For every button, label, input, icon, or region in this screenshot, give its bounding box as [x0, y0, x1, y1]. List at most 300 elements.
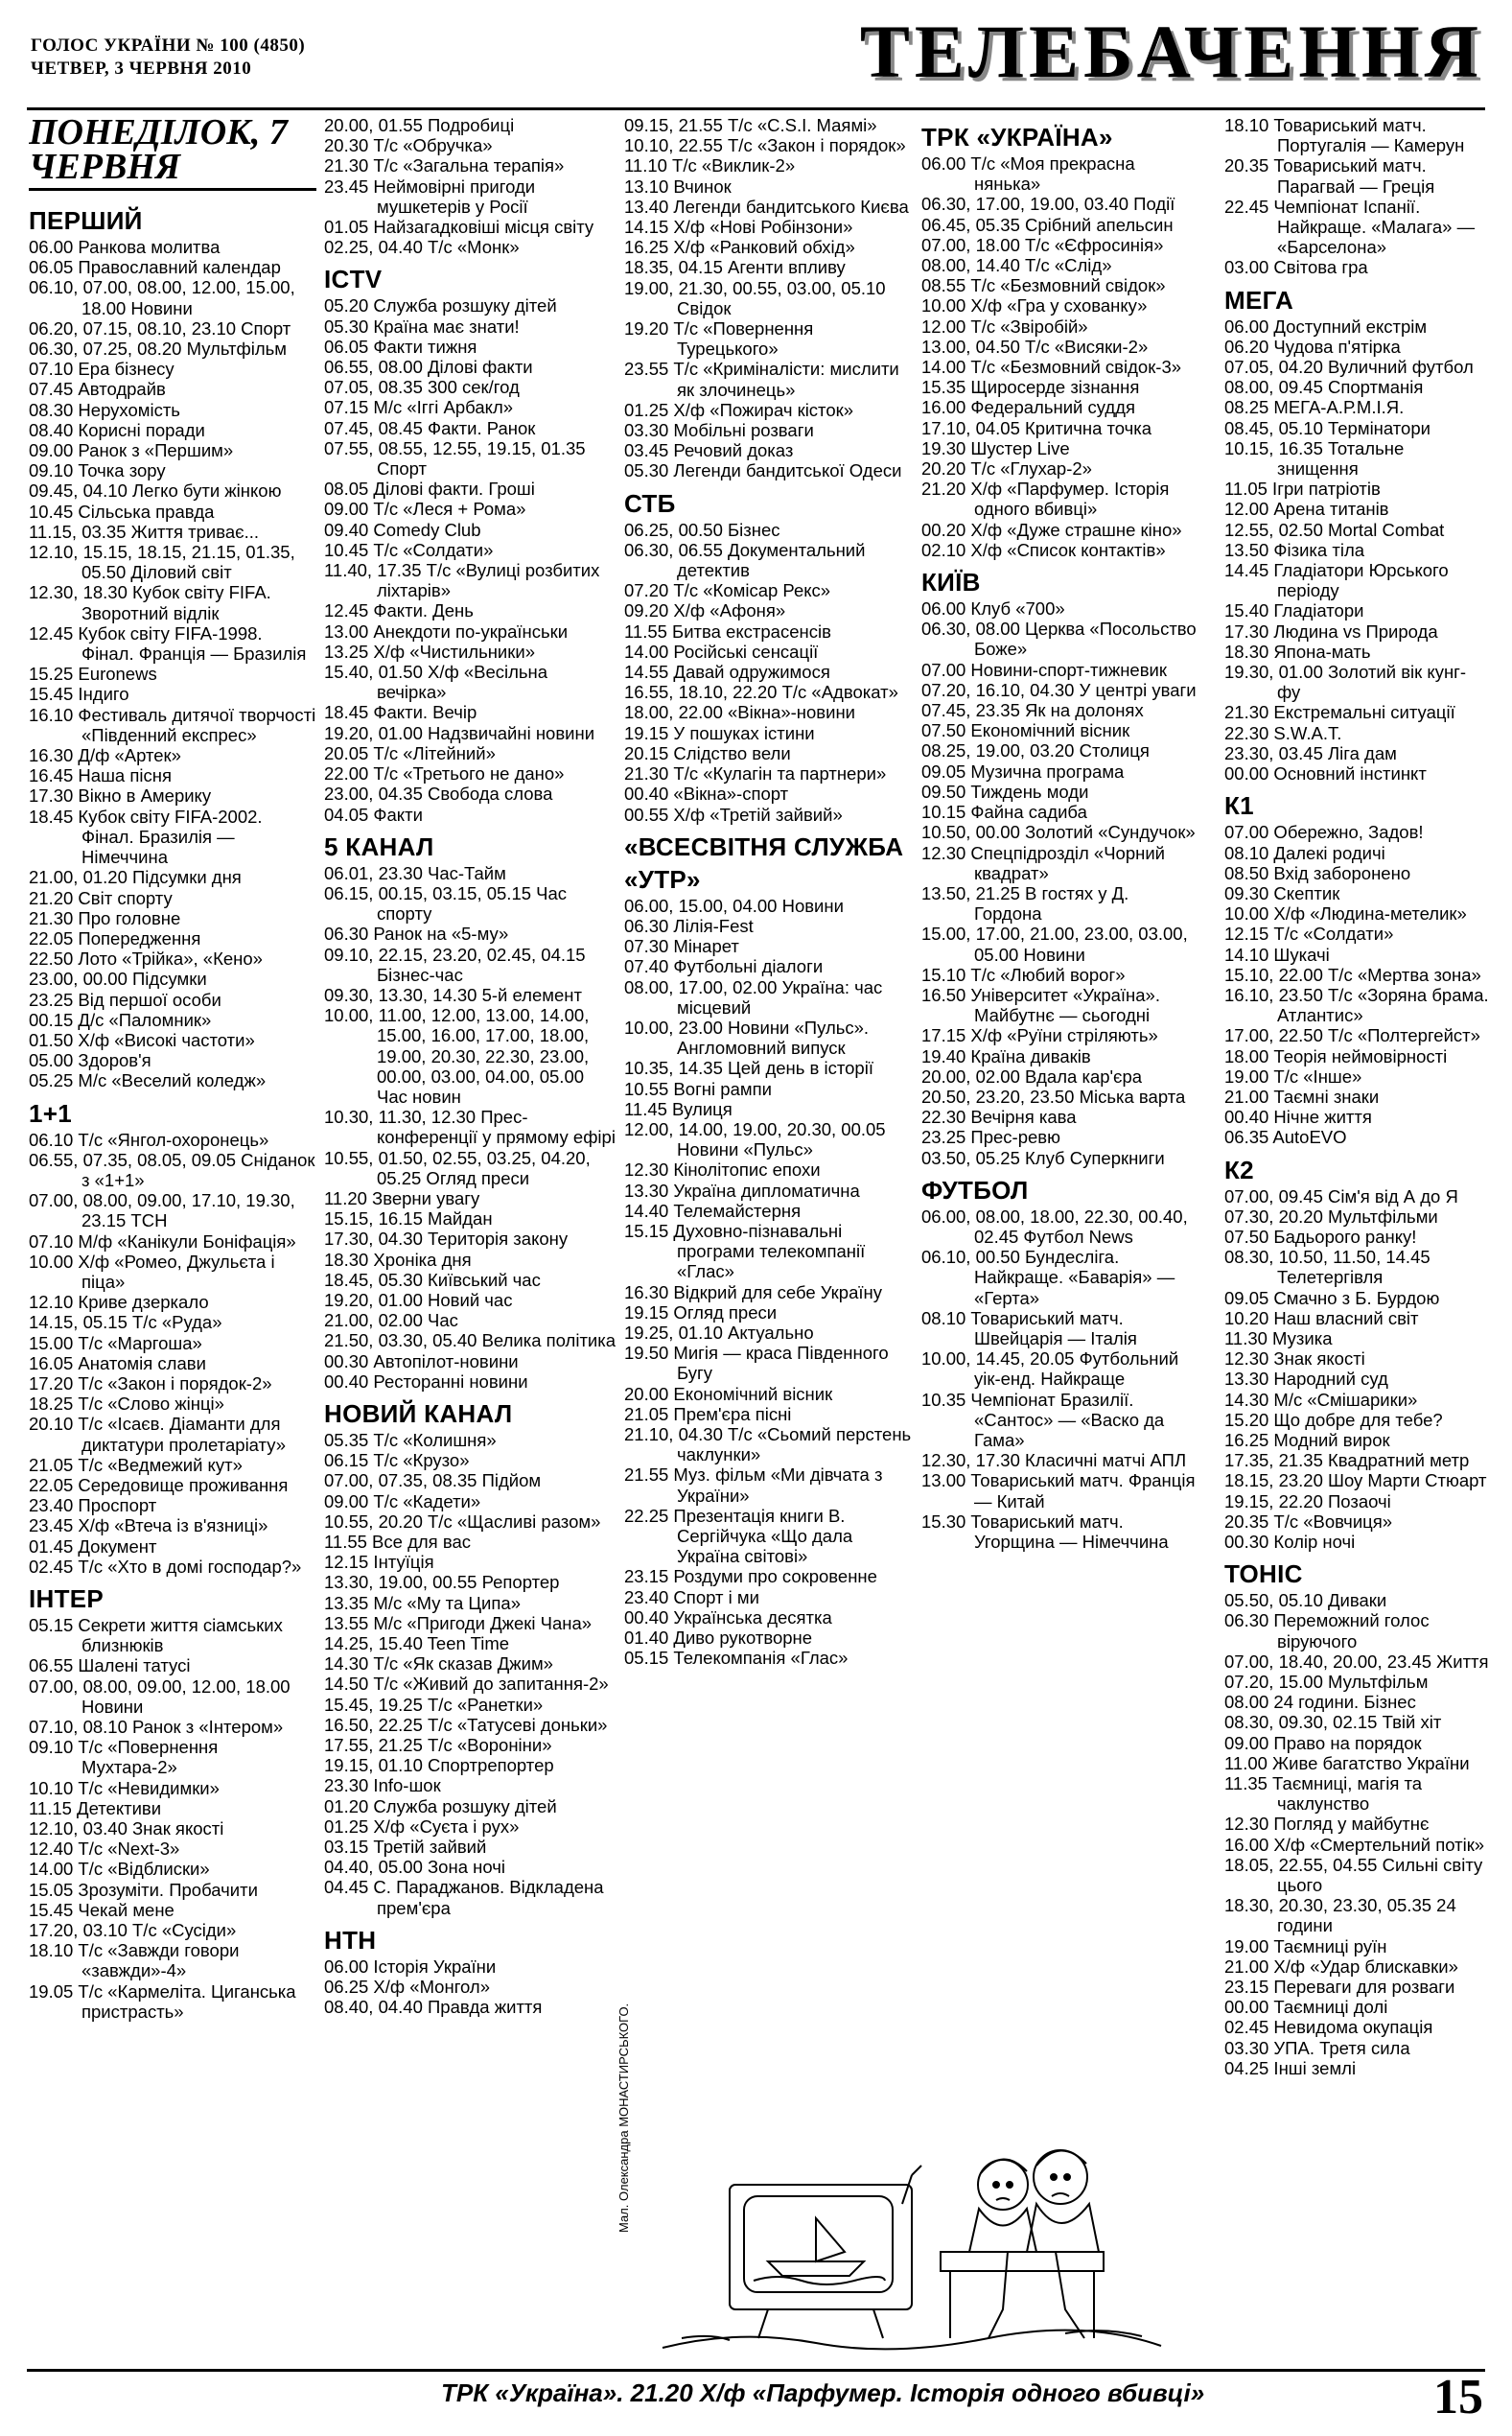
program-entry: 06.00, 15.00, 04.00 Новини — [624, 895, 844, 916]
program-entry: 06.05 Православний календар — [29, 257, 281, 278]
program-entry: 12.30, 18.30 Кубок світу FIFA. Зворотний відлік — [29, 582, 271, 623]
program-entry: 06.25, 00.50 Бізнес — [624, 519, 780, 540]
program-entry: 18.45, 05.30 Київський час — [324, 1269, 541, 1290]
program-entry: 12.00 Арена титанів — [1224, 499, 1389, 520]
program-entry: 19.30, 01.00 Золотий вік кунг-фу — [1224, 662, 1467, 703]
program-entry: 23.15 Роздуми про сокровенне — [624, 1566, 877, 1587]
program-entry: 20.35 Т/с «Вовчиця» — [1224, 1511, 1393, 1532]
program-entry: 21.00 Х/ф «Удар блискавки» — [1224, 1956, 1458, 1977]
program-entry: 07.45, 23.35 Як на долонях — [921, 700, 1144, 721]
program-entry: 05.35 Т/с «Колишня» — [324, 1429, 497, 1450]
program-entry: 21.50, 03.30, 05.40 Велика політика — [324, 1330, 616, 1351]
channel-heading: ПЕРШИЙ — [29, 206, 143, 235]
section-title: ТЕЛЕБАЧЕННЯ — [859, 10, 1483, 93]
program-entry: 12.00 Т/с «Звіробій» — [921, 316, 1088, 337]
program-entry: 03.30 УПА. Третя сила — [1224, 2037, 1410, 2058]
program-entry: 10.15, 16.35 Тотальне знищення — [1224, 437, 1405, 480]
program-entry: 15.40 Гладіатори — [1224, 600, 1364, 621]
channel-heading: ТРК «УКРАЇНА» — [921, 123, 1113, 152]
program-entry: 09.10, 22.15, 23.20, 02.45, 04.15 Бізнес-час — [324, 944, 586, 985]
program-entry: 07.40 Футбольні діалоги — [624, 956, 824, 977]
program-entry: 07.55, 08.55, 12.55, 19.15, 01.35 Спорт — [324, 437, 586, 480]
program-entry: 00.30 Колір ночі — [1224, 1532, 1356, 1552]
program-entry: 04.05 Факти — [324, 804, 423, 825]
program-entry: 06.30 Переможний голос віруючого — [1224, 1610, 1430, 1651]
channel-heading: МЕГА — [1224, 285, 1294, 315]
program-entry: 15.15 Духовно-пізнавальні програми телекомпанії «Глас» — [624, 1220, 866, 1282]
program-entry: 08.40 Корисні поради — [29, 419, 205, 440]
program-entry: 13.50 Фізика тіла — [1224, 539, 1365, 560]
program-entry: 12.30 Кінолітопис епохи — [624, 1159, 821, 1181]
program-entry: 09.30 Скептик — [1224, 882, 1340, 903]
program-entry: 06.30, 08.00 Церква «Посольство Боже» — [921, 619, 1197, 660]
program-entry: 11.20 Зверни увагу — [324, 1187, 480, 1208]
channel-heading: ТОНІС — [1224, 1559, 1303, 1589]
program-entry: 18.00 Теорія неймовірності — [1224, 1045, 1448, 1066]
program-entry: 09.00 Право на порядок — [1224, 1732, 1422, 1753]
program-entry: 13.00 Анекдоти по-українськи — [324, 621, 569, 642]
program-entry: 18.10 Товариський матч. Португалія — Камерун — [1224, 115, 1465, 156]
column-2 — [324, 115, 616, 2354]
program-entry: 17.20 Т/с «Закон і порядок-2» — [29, 1372, 272, 1394]
program-entry: 08.50 Вхід заборонено — [1224, 862, 1411, 883]
program-entry: 18.30 Хроніка дня — [324, 1249, 472, 1270]
program-entry: 23.25 Прес-ревю — [921, 1127, 1061, 1148]
program-entry: 07.30, 20.20 Мультфільми — [1224, 1206, 1438, 1227]
program-entry: 09.15, 21.55 Т/с «C.S.I. Маямі» — [624, 115, 877, 135]
footer-promo: ТРК «Україна». 21.20 Х/ф «Парфумер. Історія одного вбивці» — [441, 2378, 1205, 2407]
cartoon-illustration — [616, 2003, 1199, 2359]
program-entry: 01.25 Х/ф «Суєта і рух» — [324, 1815, 520, 1837]
program-entry: 06.05 Факти тижня — [324, 336, 477, 357]
program-entry: 06.30 Лілія-Fest — [624, 915, 754, 936]
program-entry: 09.05 Музична програма — [921, 761, 1125, 782]
program-entry: 10.55, 01.50, 02.55, 03.25, 04.20, 05.25 Огляд преси — [324, 1147, 591, 1188]
program-entry: 14.00 Т/с «Безмовний свідок-3» — [921, 357, 1182, 378]
program-entry: 10.55 Вогні рампи — [624, 1078, 772, 1099]
program-entry: 20.05 Т/с «Літейний» — [324, 742, 496, 763]
program-entry: 12.10 Криве дзеркало — [29, 1292, 209, 1313]
program-entry: 10.00, 11.00, 12.00, 13.00, 14.00, 15.00, 16.00, 17.00, 18.00, 19.00, 20.30, 22.30, 23.00, 00.00, 03.00, 04.00, 05.00 Час новин — [324, 1005, 590, 1107]
program-entry: 19.20, 01.00 Новий час — [324, 1289, 513, 1310]
program-entry: 16.30 Відкрий для себе Україну — [624, 1281, 882, 1302]
program-entry: 22.45 Чемпіонат Іспанії. Найкраще. «Малага» — «Барселона» — [1224, 196, 1476, 258]
program-entry: 14.00 Російські сенсації — [624, 641, 819, 662]
program-entry: 10.30, 11.30, 12.30 Прес-конференції у прямому ефірі — [324, 1107, 616, 1148]
program-entry: 06.10 Т/с «Янгол-охоронець» — [29, 1129, 269, 1150]
program-entry: 19.05 Т/с «Кармеліта. Циганська пристрасть» — [29, 1980, 296, 2022]
program-entry: 15.20 Що добре для тебе? — [1224, 1409, 1443, 1430]
program-entry: 08.30, 10.50, 11.50, 14.45 Телетергівля — [1224, 1247, 1431, 1288]
program-entry: 00.40 «Вікна»-спорт — [624, 784, 789, 805]
program-entry: 11.30 Музика — [1224, 1327, 1333, 1348]
program-entry: 23.15 Переваги для розваги — [1224, 1977, 1455, 1998]
program-entry: 19.15 У пошуках істини — [624, 722, 815, 743]
issue-info — [31, 35, 305, 81]
program-entry: 11.15 Детективи — [29, 1797, 162, 1818]
program-entry: 10.15 Файна садиба — [921, 802, 1087, 823]
program-entry: 08.05 Ділові факти. Гроші — [324, 479, 535, 500]
program-entry: 07.20 Т/с «Комісар Рекс» — [624, 580, 831, 601]
program-entry: 05.15 Телекомпанія «Глас» — [624, 1648, 849, 1669]
cartoon-credit: Мал. Олександра МОНАСТИРСЬКОГО. — [616, 2003, 631, 2233]
program-entry: 23.30, 03.45 Ліга дам — [1224, 742, 1397, 763]
program-entry: 05.25 М/с «Веселий коледж» — [29, 1070, 267, 1091]
program-entry: 14.00 Т/с «Відблиски» — [29, 1859, 210, 1880]
channel-heading: КИЇВ — [921, 568, 981, 597]
program-entry: 21.30 Т/с «Загальна терапія» — [324, 155, 565, 176]
program-entry: 15.10, 22.00 Т/с «Мертва зона» — [1224, 964, 1481, 985]
program-entry: 06.01, 23.30 Час-Тайм — [324, 862, 506, 883]
program-entry: 21.00, 02.00 Час — [324, 1310, 458, 1331]
program-entry: 09.50 Тиждень моди — [921, 781, 1089, 802]
program-entry: 22.05 Попередження — [29, 927, 201, 949]
program-entry: 12.00, 14.00, 19.00, 20.30, 00.05 Новини «Пульс» — [624, 1118, 886, 1160]
program-entry: 11.45 Вулиця — [624, 1098, 733, 1119]
program-entry: 07.30 Мінарет — [624, 936, 739, 957]
program-entry: 16.45 Наша пісня — [29, 765, 172, 786]
program-entry: 05.15 Секрети життя сіамських близнюків — [29, 1615, 283, 1656]
program-entry: 07.45, 08.45 Факти. Ранок — [324, 417, 536, 438]
program-entry: 09.20 Х/ф «Афоня» — [624, 600, 786, 621]
program-entry: 10.55, 20.20 Т/с «Щасливі разом» — [324, 1511, 601, 1532]
program-entry: 07.00 Обережно, Задов! — [1224, 822, 1424, 843]
program-entry: 01.45 Документ — [29, 1535, 157, 1557]
program-entry: 00.00 Таємниці долі — [1224, 1997, 1388, 2018]
column-4 — [921, 115, 1199, 2354]
program-entry: 02.25, 04.40 Т/с «Монк» — [324, 237, 520, 258]
day-heading: ПОНЕДІЛОК, 7 ЧЕРВНЯ — [29, 115, 316, 191]
program-entry: 15.35 Щиросерде зізнання — [921, 377, 1140, 398]
program-entry: 07.05, 04.20 Вуличний футбол — [1224, 357, 1474, 378]
program-entry: 08.25 МЕГА-А.Р.М.І.Я. — [1224, 397, 1405, 418]
channel-heading: 1+1 — [29, 1098, 73, 1128]
program-entry: 15.15, 16.15 Майдан — [324, 1208, 493, 1230]
program-entry: 07.10, 08.10 Ранок з «Інтером» — [29, 1717, 284, 1738]
program-entry: 06.00 Доступний екстрім — [1224, 316, 1428, 337]
program-entry: 10.00, 23.00 Новини «Пульс». Англомовний випуск — [624, 1017, 870, 1059]
program-entry: 14.25, 15.40 Teen Time — [324, 1633, 510, 1654]
program-entry: 09.40 Comedy Club — [324, 519, 481, 540]
program-entry: 12.30, 17.30 Класичні матчі АПЛ — [921, 1450, 1187, 1471]
program-entry: 14.30 Т/с «Як сказав Джим» — [324, 1653, 553, 1675]
program-entry: 15.10 Т/с «Любий ворог» — [921, 964, 1126, 985]
program-entry: 10.45 Сільська правда — [29, 501, 215, 522]
program-entry: 00.55 Х/ф «Третій зайвий» — [624, 804, 843, 825]
program-entry: 14.45 Гладіатори Юрського періоду — [1224, 560, 1449, 601]
channel-heading: ICTV — [324, 265, 383, 294]
program-entry: 19.15, 22.20 Позаочі — [1224, 1490, 1391, 1511]
program-entry: 19.50 Мигія — краса Південного Бугу — [624, 1343, 889, 1384]
program-entry: 10.45 Т/с «Солдати» — [324, 539, 494, 560]
column-1 — [29, 115, 316, 2354]
program-entry: 13.00 Товариський матч. Франція — Китай — [921, 1470, 1196, 1511]
program-entry: 21.00 Таємні знаки — [1224, 1086, 1380, 1107]
program-entry: 07.50 Бадьорого ранку! — [1224, 1226, 1417, 1247]
program-entry: 04.25 Інші землі — [1224, 2057, 1357, 2078]
program-entry: 02.10 Х/ф «Список контактів» — [921, 539, 1166, 560]
program-entry: 15.45 Чекай мене — [29, 1899, 174, 1920]
program-entry: 06.55, 07.35, 08.05, 09.05 Сніданок з «1+1» — [29, 1149, 315, 1190]
program-entry: 22.50 Лото «Трійка», «Кено» — [29, 949, 263, 970]
program-entry: 06.15, 00.15, 03.15, 05.15 Час спорту — [324, 882, 568, 925]
program-entry: 12.15 Т/с «Солдати» — [1224, 924, 1394, 945]
program-entry: 05.50, 05.10 Диваки — [1224, 1590, 1387, 1611]
program-entry: 09.00 Т/с «Леся + Рома» — [324, 499, 526, 520]
program-entry: 19.00 Т/с «Інше» — [1224, 1066, 1362, 1087]
program-entry: 09.45, 04.10 Легко бути жінкою — [29, 480, 282, 502]
program-entry: 17.20, 03.10 Т/с «Сусіди» — [29, 1920, 237, 1941]
program-entry: 23.00, 04.35 Свобода слова — [324, 784, 553, 805]
program-entry: 06.55, 08.00 Ділові факти — [324, 357, 533, 378]
program-entry: 13.10 Вчинок — [624, 176, 732, 197]
program-entry: 06.00, 08.00, 18.00, 22.30, 00.40, 02.45 Футбол News — [921, 1206, 1188, 1247]
program-entry: 06.30, 06.55 Документальний детектив — [624, 539, 866, 581]
program-entry: 17.00, 22.50 Т/с «Полтергейст» — [1224, 1025, 1480, 1046]
program-entry: 06.45, 05.35 Срібний апельсин — [921, 214, 1174, 235]
program-entry: 15.00 Т/с «Маргоша» — [29, 1332, 202, 1353]
program-entry: 07.00, 08.00, 09.00, 17.10, 19.30, 23.15 ТСН — [29, 1190, 295, 1231]
program-entry: 08.10 Далекі родичі — [1224, 842, 1385, 863]
program-entry: 16.25 Х/ф «Ранковий обхід» — [624, 237, 855, 258]
program-entry: 13.30 Україна дипломатична — [624, 1180, 860, 1201]
program-entry: 07.00, 09.45 Сім'я від А до Я — [1224, 1185, 1458, 1206]
program-entry: 01.05 Найзагадковіші місця світу — [324, 217, 594, 238]
program-entry: 12.10, 03.40 Знак якості — [29, 1818, 224, 1839]
column-5 — [1224, 115, 1489, 2354]
program-entry: 08.25, 19.00, 03.20 Столиця — [921, 740, 1150, 761]
program-entry: 06.30, 17.00, 19.00, 03.40 Події — [921, 194, 1175, 215]
program-entry: 03.15 Третій зайвий — [324, 1837, 487, 1858]
program-entry: 23.40 Спорт і ми — [624, 1586, 759, 1607]
program-entry: 15.45, 19.25 Т/с «Ранетки» — [324, 1694, 544, 1715]
program-entry: 13.40 Легенди бандитського Києва — [624, 196, 909, 217]
program-entry: 19.15 Огляд преси — [624, 1301, 778, 1323]
program-entry: 02.45 Невидома окупація — [1224, 2017, 1433, 2038]
program-entry: 07.50 Економічний вісник — [921, 720, 1130, 741]
program-entry: 08.00, 14.40 Т/с «Слід» — [921, 255, 1112, 276]
program-entry: 00.30 Автопілот-новини — [324, 1350, 519, 1371]
program-entry: 19.25, 01.10 Актуально — [624, 1322, 814, 1343]
program-entry: 05.20 Служба розшуку дітей — [324, 295, 557, 316]
channel-heading: К1 — [1224, 791, 1254, 821]
program-entry: 22.25 Презентація книги В. Сергійчука «Що дала Україна світові» — [624, 1505, 853, 1567]
program-entry: 11.15, 03.35 Життя триває... — [29, 521, 260, 542]
program-entry: 23.00, 00.00 Підсумки — [29, 969, 207, 990]
program-entry: 20.35 Товариський матч. Парагвай — Греція — [1224, 155, 1435, 197]
program-entry: 08.00, 17.00, 02.00 Україна: час місцевий — [624, 976, 883, 1018]
program-entry: 01.25 Х/ф «Пожирач кісток» — [624, 399, 853, 420]
program-entry: 21.30 Екстремальні ситуації — [1224, 702, 1455, 723]
program-entry: 10.00 Х/ф «Гра у схованку» — [921, 295, 1148, 316]
channel-heading: НОВИЙ КАНАЛ — [324, 1398, 513, 1428]
footer-rule — [27, 2369, 1485, 2372]
program-entry: 23.45 Х/ф «Втеча із в'язниці» — [29, 1515, 268, 1536]
program-entry: 21.00, 01.20 Підсумки дня — [29, 867, 242, 888]
program-entry: 18.25 Т/с «Слово жінці» — [29, 1394, 224, 1415]
program-entry: 09.10 Точка зору — [29, 460, 166, 481]
program-entry: 11.00 Живе багатство України — [1224, 1752, 1470, 1773]
program-entry: 18.30 Япона-мать — [1224, 641, 1371, 662]
program-entry: 15.45 Індиго — [29, 684, 129, 705]
program-entry: 11.55 Битва екстрасенсів — [624, 621, 831, 642]
program-entry: 15.00, 17.00, 21.00, 23.00, 03.00, 05.00 Новини — [921, 924, 1188, 965]
program-entry: 21.20 Світ спорту — [29, 887, 173, 908]
program-entry: 03.00 Світова гра — [1224, 257, 1368, 278]
program-entry: 23.40 Проспорт — [29, 1495, 157, 1516]
program-entry: 05.00 Здоров'я — [29, 1050, 151, 1071]
program-entry: 14.30 М/с «Смішарики» — [1224, 1389, 1418, 1410]
program-entry: 12.30 Погляд у майбутнє — [1224, 1814, 1430, 1835]
program-entry: 15.40, 01.50 Х/ф «Весільна вечірка» — [324, 662, 548, 703]
program-entry: 17.30, 04.30 Територія закону — [324, 1229, 569, 1250]
program-entry: 20.30 Т/с «Обручка» — [324, 135, 493, 156]
program-entry: 06.55 Шалені татусі — [29, 1655, 191, 1676]
program-entry: 23.45 Неймовірні пригоди мушкетерів у Росії — [324, 176, 536, 217]
issue-number: ГОЛОС УКРАЇНИ № 100 (4850) — [31, 35, 306, 56]
program-entry: 11.10 Т/с «Виклик-2» — [624, 155, 796, 176]
program-entry: 13.00, 04.50 Т/с «Висяки-2» — [921, 336, 1149, 357]
program-entry: 18.45 Кубок світу FIFA-2002. Фінал. Бразилія — Німеччина — [29, 806, 263, 868]
program-entry: 21.30 Т/с «Кулагін та партнери» — [624, 763, 887, 785]
program-entry: 11.55 Все для вас — [324, 1532, 471, 1552]
program-entry: 14.15 Х/ф «Нові Робінзони» — [624, 217, 853, 238]
program-entry: 07.00, 07.35, 08.35 Підйом — [324, 1470, 542, 1491]
program-entry: 08.40, 04.40 Правда життя — [324, 1997, 543, 2018]
program-entry: 18.05, 22.55, 04.55 Сильні світу цього — [1224, 1854, 1483, 1896]
channel-heading: «ВСЕСВІТНЯ СЛУЖБА «УТР» — [624, 832, 904, 894]
program-entry: 12.30 Спецпідрозділ «Чорний квадрат» — [921, 842, 1165, 883]
program-entry: 12.30 Знак якості — [1224, 1348, 1365, 1370]
program-entry: 14.15, 05.15 Т/с «Руда» — [29, 1312, 222, 1333]
program-entry: 16.05 Анатомія слави — [29, 1352, 206, 1373]
program-entry: 00.40 Нічне життя — [1224, 1107, 1372, 1128]
program-entry: 07.45 Автодрайв — [29, 379, 166, 400]
program-entry: 20.20 Т/с «Глухар-2» — [921, 458, 1092, 480]
program-entry: 22.00 Т/с «Третього не дано» — [324, 763, 565, 785]
program-entry: 08.30, 09.30, 02.15 Твій хіт — [1224, 1712, 1442, 1733]
channel-heading: ФУТБОЛ — [921, 1175, 1029, 1205]
program-entry: 20.15 Слідство вели — [624, 742, 791, 763]
program-entry: 17.30 Людина vs Природа — [1224, 621, 1438, 642]
program-entry: 18.15, 23.20 Шоу Марти Стюарт — [1224, 1470, 1487, 1491]
program-entry: 20.00, 02.00 Вдала кар'єра — [921, 1066, 1143, 1087]
channel-heading: К2 — [1224, 1155, 1254, 1184]
issue-date: ЧЕТВЕР, 3 ЧЕРВНЯ 2010 — [31, 59, 252, 79]
program-entry: 15.30 Товариський матч. Угорщина — Німеччина — [921, 1511, 1169, 1552]
program-entry: 06.25 Х/ф «Монгол» — [324, 1977, 490, 1998]
program-entry: 18.45 Факти. Вечір — [324, 702, 477, 723]
program-entry: 06.00 Ранкова молитва — [29, 237, 221, 257]
column-3 — [624, 115, 914, 2354]
program-entry: 08.00, 09.45 Спортманія — [1224, 377, 1424, 398]
program-entry: 20.50, 23.20, 23.50 Міська варта — [921, 1086, 1186, 1107]
channel-heading: ІНТЕР — [29, 1584, 105, 1613]
program-entry: 10.50, 00.00 Золотий «Сундучок» — [921, 822, 1196, 843]
program-entry: 01.40 Диво рукотворне — [624, 1628, 813, 1649]
program-entry: 14.55 Давай одружимося — [624, 662, 830, 683]
program-entry: 16.00 Х/ф «Смертельний потік» — [1224, 1834, 1485, 1855]
program-entry: 10.35 Чемпіонат Бразилії. «Сантос» — «Васко да Гама» — [921, 1389, 1165, 1450]
program-entry: 12.15 Інтуїція — [324, 1552, 434, 1573]
program-entry: 16.10, 23.50 Т/с «Зоряна брама. Атлантис» — [1224, 984, 1489, 1026]
program-entry: 08.45, 05.10 Термінатори — [1224, 417, 1431, 438]
program-entry: 17.55, 21.25 Т/с «Вороніни» — [324, 1735, 552, 1756]
program-entry: 18.30, 20.30, 23.30, 05.35 24 години — [1224, 1895, 1456, 1936]
program-entry: 19.40 Країна диваків — [921, 1045, 1091, 1066]
program-entry: 07.00, 18.00 Т/с «Єфросинія» — [921, 234, 1164, 255]
program-entry: 00.20 Х/ф «Дуже страшне кіно» — [921, 519, 1182, 540]
program-entry: 16.50, 22.25 Т/с «Татусеві доньки» — [324, 1714, 608, 1735]
program-entry: 16.25 Модний вирок — [1224, 1429, 1390, 1450]
program-entry: 12.55, 02.50 Mortal Combat — [1224, 519, 1445, 540]
program-entry: 08.10 Товариський матч. Швейцарія — Італія — [921, 1307, 1137, 1348]
program-entry: 07.05, 08.35 300 сек/год — [324, 377, 520, 398]
program-entry: 19.00, 21.30, 00.55, 03.00, 05.10 Свідок — [624, 277, 886, 318]
program-entry: 16.30 Д/ф «Артек» — [29, 745, 181, 766]
program-entry: 02.45 Т/с «Хто в домі господар?» — [29, 1556, 302, 1577]
program-entry: 09.10 Т/с «Повернення Мухтара-2» — [29, 1737, 219, 1778]
program-entry: 09.05 Смачно з Б. Бурдою — [1224, 1287, 1440, 1308]
program-entry: 20.00, 01.55 Подробиці — [324, 115, 515, 135]
program-entry: 15.05 Зрозуміти. Пробачити — [29, 1879, 258, 1900]
program-entry: 22.30 Вечірня кава — [921, 1107, 1077, 1128]
program-entry: 22.30 S.W.A.T. — [1224, 722, 1342, 743]
program-entry: 13.25 Х/ф «Чистильники» — [324, 641, 535, 662]
program-entry: 10.20 Наш власний світ — [1224, 1307, 1419, 1328]
program-entry: 13.50, 21.25 В гостях у Д. Гордона — [921, 882, 1129, 925]
program-entry: 18.10 Т/с «Завжди говори «завжди»-4» — [29, 1940, 240, 1981]
program-entry: 16.50 Університет «Україна». Майбутнє — сьогодні — [921, 984, 1160, 1026]
program-entry: 06.20 Чудова п'ятірка — [1224, 336, 1401, 357]
program-entry: 10.00, 14.45, 20.05 Футбольний уік-енд. Найкраще — [921, 1348, 1179, 1390]
program-entry: 06.30, 07.25, 08.20 Мультфільм — [29, 339, 287, 360]
program-entry: 13.30, 19.00, 00.55 Репортер — [324, 1572, 560, 1593]
program-entry: 10.10 Т/с «Невидимки» — [29, 1777, 220, 1798]
program-entry: 08.55 Т/с «Безмовний свідок» — [921, 275, 1166, 296]
program-entry: 11.40, 17.35 Т/с «Вулиці розбитих ліхтарів» — [324, 560, 600, 601]
program-entry: 09.00 Т/с «Кадети» — [324, 1490, 481, 1511]
page-number: 15 — [1433, 2370, 1483, 2424]
program-entry: 18.00, 22.00 «Вікна»-новини — [624, 702, 856, 723]
program-entry: 19.30 Шустер Live — [921, 437, 1070, 458]
program-entry: 22.05 Середовище проживання — [29, 1474, 289, 1495]
program-entry: 12.45 Кубок світу FIFA-1998. Фінал. Франція — Бразилія — [29, 622, 307, 665]
program-entry: 06.00 Т/с «Моя прекрасна нянька» — [921, 153, 1135, 195]
program-entry: 06.35 AutoEVO — [1224, 1127, 1347, 1148]
program-entry: 13.55 М/с «Пригоди Джекі Чана» — [324, 1612, 593, 1633]
program-entry: 21.10, 04.30 Т/с «Сьомий перстень чаклунки» — [624, 1423, 912, 1465]
program-entry: 07.00, 08.00, 09.00, 12.00, 18.00 Новини — [29, 1675, 291, 1717]
program-entry: 21.30 Про головне — [29, 907, 181, 928]
program-entry: 17.35, 21.35 Квадратний метр — [1224, 1450, 1470, 1471]
program-entry: 23.55 Т/с «Криміналісти: мислити як злочинець» — [624, 359, 899, 400]
program-entry: 19.20 Т/с «Повернення Турецького» — [624, 318, 814, 360]
program-entry: 14.50 Т/с «Живий до запитання-2» — [324, 1674, 609, 1695]
program-entry: 11.05 Ігри патріотів — [1224, 479, 1381, 500]
program-entry: 21.20 Х/ф «Парфумер. Історія одного вбивці» — [921, 479, 1170, 520]
cartoon-drawing — [624, 2108, 1199, 2359]
program-entry: 01.50 Х/ф «Високі частоти» — [29, 1029, 255, 1050]
program-entry: 16.00 Федеральний суддя — [921, 397, 1135, 418]
program-entry: 21.05 Прем'єра пісні — [624, 1403, 792, 1424]
program-entry: 07.10 Ера бізнесу — [29, 359, 174, 380]
program-entry: 09.00 Ранок з «Першим» — [29, 440, 234, 461]
program-entry: 18.35, 04.15 Агенти впливу — [624, 257, 846, 278]
program-entry: 06.20, 07.15, 08.10, 23.10 Спорт — [29, 317, 291, 339]
program-entry: 10.00 Х/ф «Ромео, Джульєта і піца» — [29, 1251, 275, 1292]
program-entry: 06.10, 00.50 Бундесліга. Найкраще. «Баварія» — «Герта» — [921, 1247, 1175, 1308]
